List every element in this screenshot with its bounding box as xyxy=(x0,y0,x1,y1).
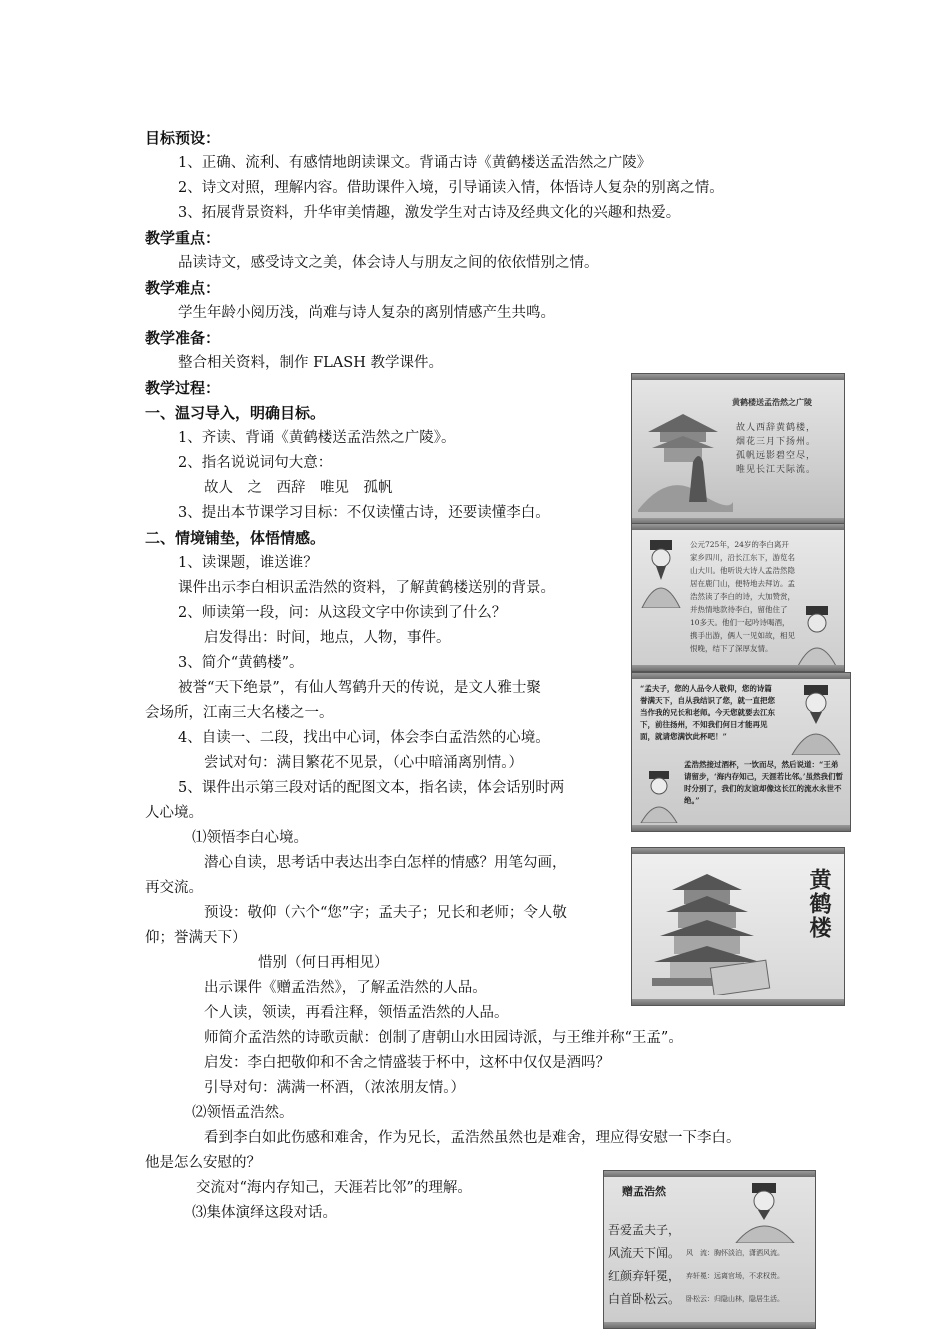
text-line: 看到李白如此伤感和难舍，作为兄长，孟浩然虽然也是难舍，理应得安慰一下李白。 xyxy=(204,1130,741,1146)
slide-poem-line: 唯见长江天际流。 xyxy=(736,465,817,475)
slide-poem-line: 故人西辞黄鹤楼， xyxy=(736,423,817,433)
text-line: 故人 之 西辞 唯见 孤帆 xyxy=(204,480,393,496)
courseware-slide-poem xyxy=(631,373,845,525)
text-line: 再交流。 xyxy=(145,880,203,896)
text-line: 4、自读一、二段，找出中心词，体会李白孟浩然的心境。 xyxy=(178,730,550,746)
text-line: 1、读课题，谁送谁？ xyxy=(178,555,318,571)
li-bai-portrait xyxy=(638,538,684,608)
text-line: 启发：李白把敬仰和不舍之情盛装于杯中，这杯中仅仅是酒吗？ xyxy=(204,1055,610,1071)
courseware-slide-tower xyxy=(631,847,845,1006)
text-line: 惜别（何日再相见） xyxy=(258,955,389,971)
text-line: 尝试对句：满目繁花不见景，（心中暗涌离别情。） xyxy=(204,755,523,771)
li-bai-quote: “孟夫子，您的人品令人敬仰，您的诗篇誉满天下，自从我结识了您，就一直把您当作我的兄长和老师。今天您就要去江东下，前往扬州，不知我们何日才能再见面，就请您满饮此杯吧！” xyxy=(640,684,775,741)
poem-line: 吾爱孟夫子， xyxy=(608,1223,681,1237)
li-bai-portrait xyxy=(730,1181,800,1243)
text-line: 启发得出：时间，地点，人物，事件。 xyxy=(204,630,451,646)
text-line: 引导对句：满满一杯酒，（浓浓朋友情。） xyxy=(204,1080,465,1096)
text-line: 2、师读第一段，问：从这段文字中你读到了什么？ xyxy=(178,605,507,621)
courseware-slide-zeng-meng-haoran xyxy=(603,1170,816,1329)
li-bai-portrait xyxy=(788,683,844,755)
text-line: 学生年龄小阅历浅，尚难与诗人复杂的离别情感产生共鸣。 xyxy=(178,305,555,321)
pavilion-illustration xyxy=(638,392,733,512)
courseware-slide-background xyxy=(631,523,845,672)
text-line: 师简介孟浩然的诗歌贡献：创制了唐朝山水田园诗派，与王维并称“王孟”。 xyxy=(204,1030,683,1046)
slide-poem-line: 烟花三月下扬州。 xyxy=(736,437,817,447)
text-line: ⑵领悟孟浩然。 xyxy=(192,1105,294,1121)
poem-note: 弃轩冕：远离官场，不求权贵。 xyxy=(686,1272,784,1280)
poem-line: 风流天下闻。 xyxy=(608,1246,681,1260)
text-line: 会场所，江南三大名楼之一。 xyxy=(145,705,334,721)
text-line: 预设：敬仰（六个“您”字；孟夫子；兄长和老师；令人敬 xyxy=(204,905,567,921)
slide-title: 黄鹤楼送孟浩然之广陵 xyxy=(732,397,812,407)
text-line: 1、齐读、背诵《黄鹤楼送孟浩然之广陵》。 xyxy=(178,430,456,446)
section-heading: 教学准备： xyxy=(145,329,221,347)
text-line: 课件出示李白相识孟浩然的资料，了解黄鹤楼送别的背景。 xyxy=(178,580,555,596)
text-line: 3、提出本节课学习目标：不仅读懂古诗，还要读懂李白。 xyxy=(178,505,550,521)
text-line: 品读诗文，感受诗文之美，体会诗人与朋友之间的依依惜别之情。 xyxy=(178,255,599,271)
text-line: 他是怎么安慰的？ xyxy=(145,1155,261,1171)
section-heading: 二、情境铺垫，体悟情感。 xyxy=(145,529,326,547)
section-heading: 一、温习导入，明确目标。 xyxy=(145,404,326,422)
slide-title: 黄鹤楼 xyxy=(806,868,832,940)
courseware-slide-dialogue xyxy=(631,672,851,832)
text-line: 仰；誉满天下） xyxy=(145,930,247,946)
text-line: 交流对“海内存知己，天涯若比邻”的理解。 xyxy=(196,1180,472,1196)
poem-note: 卧松云：归隐山林，隐居生活。 xyxy=(686,1295,784,1303)
text-line: 人心境。 xyxy=(145,805,203,821)
poem-line: 红颜弃轩冕， xyxy=(608,1269,681,1283)
text-line: 潜心自读，思考话中表达出李白怎样的情感？用笔勾画， xyxy=(204,855,567,871)
text-line: 整合相关资料，制作 FLASH 教学课件。 xyxy=(178,355,443,371)
text-line: 3、简介“黄鹤楼”。 xyxy=(178,655,304,671)
meng-haoran-reply: 孟浩然接过酒杯，一饮而尽，然后说道：“王弟请留步，‘海内存知己，天涯若比邻。’虽然我们暂时分别了，我们的友谊却像这长江的流水永世不绝。” xyxy=(684,760,843,805)
text-line: 5、课件出示第三段对话的配图文本，指名读，体会话别时两 xyxy=(178,780,565,796)
section-heading: 教学过程： xyxy=(145,379,221,397)
text-line: 1、正确、流利、有感情地朗读课文。背诵古诗《黄鹤楼送孟浩然之广陵》 xyxy=(178,155,652,171)
poem-line: 白首卧松云。 xyxy=(608,1292,681,1306)
text-line: 2、指名说说词句大意： xyxy=(178,455,333,471)
section-heading: 教学重点： xyxy=(145,229,221,247)
slide-poem-line: 孤帆远影碧空尽， xyxy=(736,451,817,461)
text-line: 被誉“天下绝景”，有仙人驾鹤升天的传说，是文人雅士聚 xyxy=(178,680,541,696)
slide-background-text: 公元725年，24岁的李白离开家乡四川，沿长江东下，游览名山大川。他听说大诗人孟浩然隐居在鹿门山，便特地去拜访。孟浩然读了李白的诗，大加赞赏，并热情地款待李白，留他住了10多天。他们一起吟诗喝酒，携手出游，俩人一见如故，相见恨晚，结下了深厚友情。 xyxy=(690,540,795,653)
slide-title: 赠孟浩然 xyxy=(622,1185,666,1198)
section-heading: 目标预设： xyxy=(145,129,221,147)
yellow-crane-tower-illustration xyxy=(642,860,772,995)
text-line: 出示课件《赠孟浩然》，了解孟浩然的人品。 xyxy=(204,980,487,996)
meng-haoran-portrait xyxy=(794,604,840,666)
text-line: ⑶集体演绎这段对话。 xyxy=(192,1205,337,1221)
meng-haoran-portrait xyxy=(638,769,680,823)
text-line: 3、拓展背景资料，升华审美情趣，激发学生对古诗及经典文化的兴趣和热爱。 xyxy=(178,205,681,221)
poem-note: 风 流：胸怀淡泊，潇洒风流。 xyxy=(686,1249,784,1257)
text-line: 2、诗文对照，理解内容。借助课件入境，引导诵读入情，体悟诗人复杂的别离之情。 xyxy=(178,180,724,196)
text-line: ⑴领悟李白心境。 xyxy=(192,830,308,846)
text-line: 个人读，领读，再看注释，领悟孟浩然的人品。 xyxy=(204,1005,509,1021)
section-heading: 教学难点： xyxy=(145,279,221,297)
